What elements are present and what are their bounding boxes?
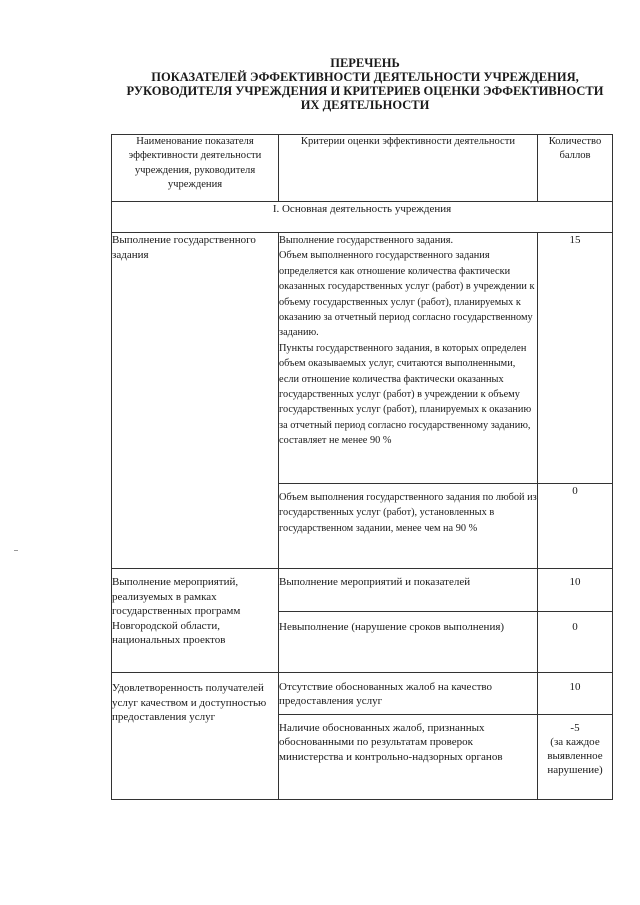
criteria-cell: Отсутствие обоснованных жалоб на качество предоставления услуг	[279, 673, 538, 715]
points-cell: 0	[538, 484, 613, 569]
points-cell: 10	[538, 673, 613, 715]
title-line-1: ПЕРЕЧЕНЬ	[330, 56, 400, 70]
criteria-cell: Выполнение мероприятий и показателей	[279, 569, 538, 612]
header-criteria: Критерии оценки эффективности деятельности	[279, 135, 538, 202]
points-cell: 15	[538, 233, 613, 484]
indicators-table	[111, 134, 613, 800]
header-points: Количество баллов	[538, 135, 613, 202]
header-indicator: Наименование показателя эффективности деятельности учреждения, руководителя учреждения	[112, 135, 279, 202]
document-title	[100, 56, 630, 112]
title-line-2: ПОКАЗАТЕЛЕЙ ЭФФЕКТИВНОСТИ ДЕЯТЕЛЬНОСТИ УЧРЕЖДЕНИЯ,	[151, 70, 579, 84]
indicator-cell: Выполнение мероприятий, реализуемых в рамках государственных программ Новгородской области, национальных проектов	[112, 569, 279, 673]
table-row	[112, 673, 613, 715]
table-row	[112, 233, 613, 484]
points-cell: 0	[538, 612, 613, 673]
section-row	[112, 202, 613, 233]
points-cell: -5 (за каждое выявленное нарушение)	[538, 715, 613, 800]
title-line-4: ИХ ДЕЯТЕЛЬНОСТИ	[300, 98, 430, 112]
table-header-row	[112, 135, 613, 202]
criteria-cell: Невыполнение (нарушение сроков выполнения)	[279, 612, 538, 673]
indicator-cell: Выполнение государственного задания	[112, 233, 279, 569]
criteria-cell: Наличие обоснованных жалоб, признанных обоснованными по результатам проверок министерства и контрольно-надзорных органов	[279, 715, 538, 800]
criteria-cell: Выполнение государственного задания. Объем выполненного государственного задания определяется как отношение количества фактически оказанных государственных услуг (работ) в учреждении к объему государственных услуг (работ), планируемых к оказанию за отчетный период согласно государственному заданию. Пункты государственного задания, в которых определен объем оказываемых услуг, считаются выполненными, если отношение количества фактически оказанных государственных услуг (работ) в учреждении к объему государственных услуг (работ), планируемых к оказанию за отчетный период согласно государственному заданию, составляет не менее 90 %	[279, 233, 538, 484]
title-line-3: РУКОВОДИТЕЛЯ УЧРЕЖДЕНИЯ И КРИТЕРИЕВ ОЦЕНКИ ЭФФЕКТИВНОСТИ	[126, 84, 604, 98]
points-cell: 10	[538, 569, 613, 612]
indicator-cell: Удовлетворенность получателей услуг качеством и доступностью предоставления услуг	[112, 673, 279, 800]
section-title: I. Основная деятельность учреждения	[112, 202, 613, 233]
table-row	[112, 569, 613, 612]
criteria-cell: Объем выполнения государственного задания по любой из государственных услуг (работ), установленных в государственном задании, менее чем на 90 %	[279, 484, 538, 569]
margin-mark	[14, 550, 18, 551]
